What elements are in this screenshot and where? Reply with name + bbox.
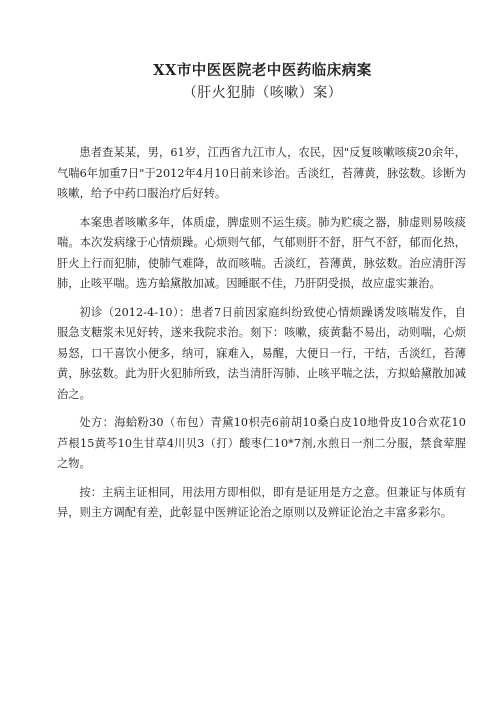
paragraph-prescription: 处方：海蛤粉30（布包）青黛10枳壳6前胡10桑白皮10地骨皮10合欢花10芦根15黄芩10生甘草4川贝3（打）酸枣仁10*7剂,水煎日一剂二分服，禁食荤腥之物。 (57, 416, 466, 470)
title-text: 市中医医院老中医药临床病案 (176, 62, 372, 79)
paragraph-patient-info: 患者查某某，男，61岁，江西省九江市人，农民，因"反复咳嗽咳痰20余年，气喘6年加重7日"于2012年4月10日前来诊治。舌淡红，苔薄黄，脉弦数。诊断为咳嗽，给予中药口服治疗后好转。 (57, 146, 466, 200)
document-title (83, 62, 466, 80)
paragraph-commentary: 按：主病主证相同，用法用方即相似，即有是证用是方之意。但兼证与体质有异，则主方调配有差，此彰显中医辨证论治之原则以及辨证论治之丰富多彩尔。 (57, 485, 466, 519)
paragraph-case-analysis: 本案患者咳嗽多年，体质虚，脾虚则不运生痰。肺为贮痰之器，肺虚则易咳痰喘。本次发病缘于心情烦躁。心烦则气郁，气郁则肝不舒，肝气不舒，郁而化热，肝火上行而犯肺，使肺气难降，故而咳喘。舌淡红，苔薄黄，脉弦数。治应清肝泻肺，止咳平喘。选方蛤黛散加减。因睡眠不佳，乃肝阴受损，故应虚实兼治。 (57, 215, 466, 290)
document-subtitle: （肝火犯肺（咳嗽）案） (182, 85, 343, 101)
title-prefix: XX (153, 62, 177, 79)
paragraph-first-visit: 初诊（2012-4-10）：患者7日前因家庭纠纷致使心情烦躁诱发咳喘发作，自服急支糖浆未见好转，遂来我院求治。刻下：咳嗽，痰黄黏不易出，动则喘，心烦易怒，口干喜饮小便多，纳可，寐难入，易醒，大便日一行，干结，舌淡红，苔薄黄，脉弦数。此为肝火犯肺所致，法当清肝泻肺、止咳平喘之法，方拟蛤黛散加减治之。 (57, 305, 466, 401)
